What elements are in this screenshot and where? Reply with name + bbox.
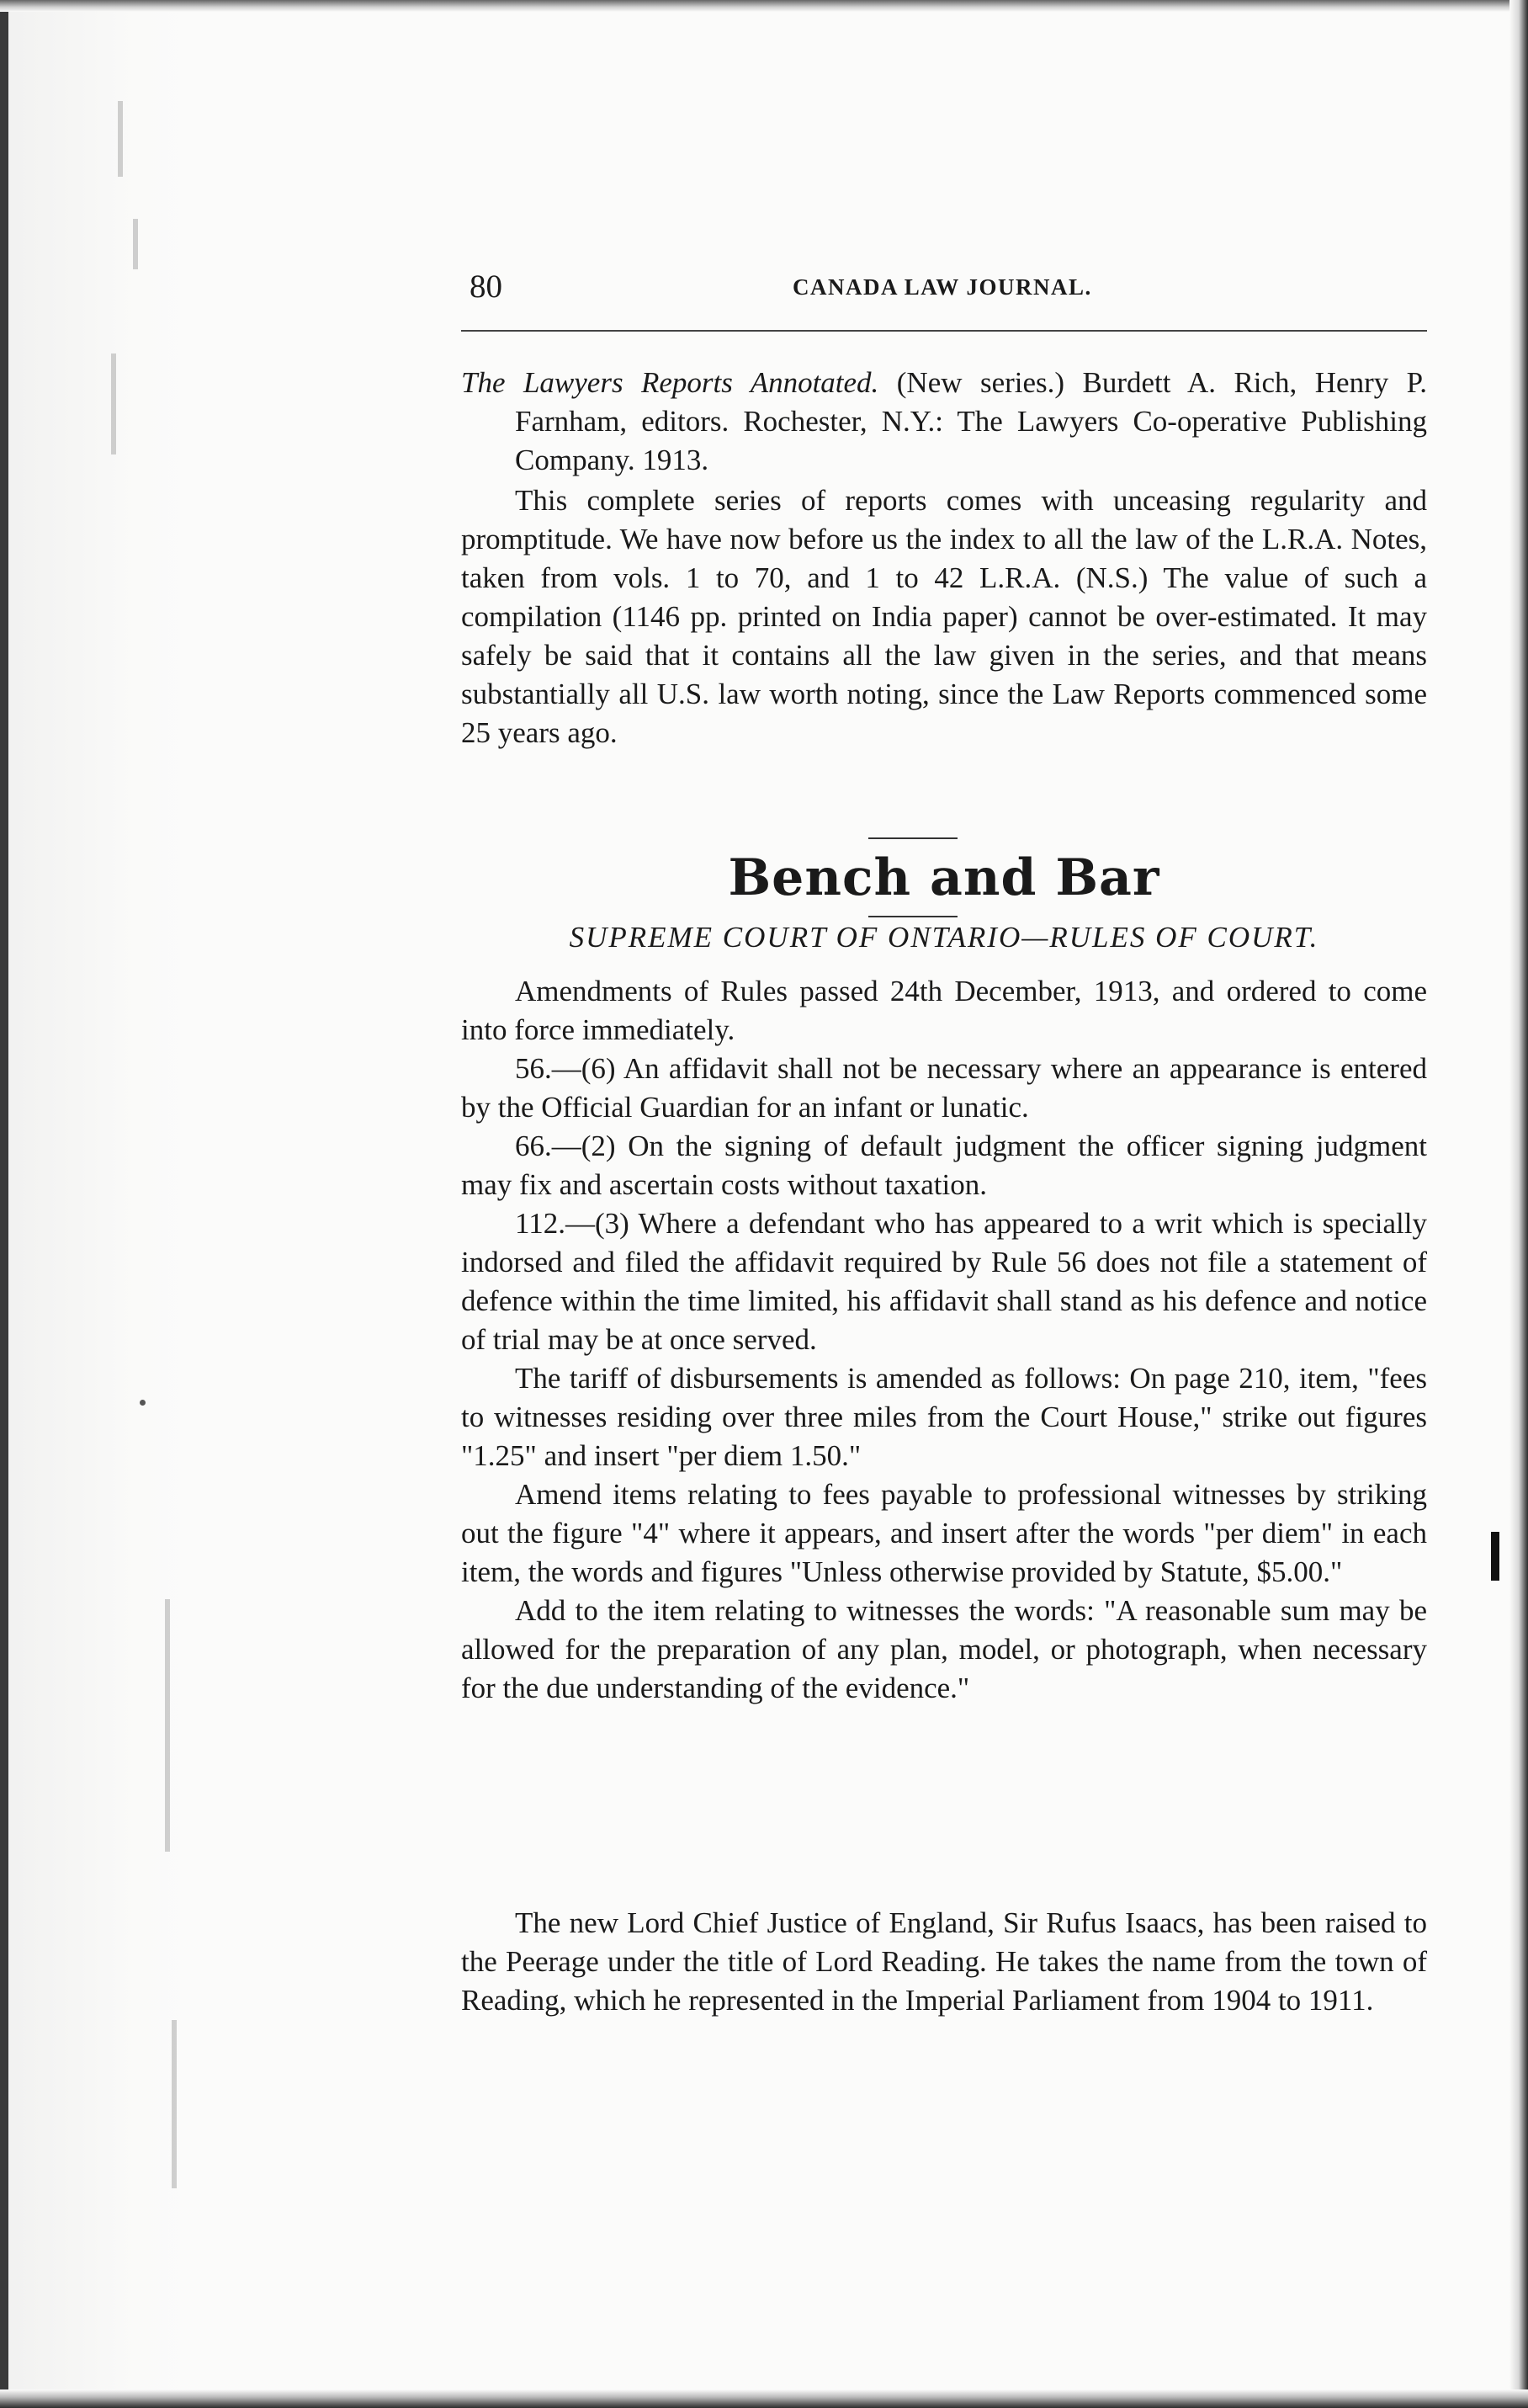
binding-speckle xyxy=(133,219,138,269)
page-number: 80 xyxy=(470,268,502,305)
binding-speckle xyxy=(172,2020,177,2188)
review-body: This complete series of reports comes with unceasing regularity and promptitude. We have now before us the index to all the law of the L.R.A. Notes, taken from vols. 1 to 70, and 1 to 42 L.R.A. (N.S.) The value of such a compilation (1146 pp. printed on India paper) cannot be over-estimated. It may safely be said that it contains all the law given in the series, and that means substantially all U.S. law worth noting, since the Law Reports commenced some 25 years ago. xyxy=(461,484,1427,749)
top-scan-border xyxy=(0,0,1528,12)
binding-edge-shadow xyxy=(0,0,194,2408)
news-item xyxy=(461,1904,1427,2020)
journal-title: CANADA LAW JOURNAL. xyxy=(793,274,1092,300)
margin-mark xyxy=(1491,1532,1499,1581)
rules-paragraph: Amend items relating to fees payable to professional witnesses by striking out the figure "4" where it appears, and insert after the words "per diem" in each item, the words and figures "Unless otherwise provided by Statute, $5.00." xyxy=(461,1478,1427,1588)
section-rule-bottom xyxy=(868,916,958,917)
news-paragraph: The new Lord Chief Justice of England, Sir Rufus Isaacs, has been raised to the Peerage under the title of Lord Reading. He takes the name from the town of Reading, which he represented in the Imperial Parliament from 1904 to 1911. xyxy=(461,1906,1427,2017)
section-rule-top xyxy=(868,837,958,839)
section-title: Bench and Bar xyxy=(728,848,1160,907)
rules-paragraph: The tariff of disbursements is amended as follows: On page 210, item, "fees to witnesses residing over three miles from the Court House," strike out figures "1.25" and insert "per diem 1.50." xyxy=(461,1362,1427,1472)
rules-paragraph: 112.—(3) Where a defendant who has appeared to a writ which is specially indorsed and filed the affidavit required by Rule 56 does not file a statement of defence within the time limited, his affidavit shall stand as his defence and notice of trial may be at once served. xyxy=(461,1207,1427,1356)
stray-dot xyxy=(140,1400,146,1406)
review-citation-title: The Lawyers Reports Annotated. xyxy=(461,366,879,399)
book-review xyxy=(461,364,1427,752)
rules-paragraph: Amendments of Rules passed 24th December, 1913, and ordered to come into force immediately. xyxy=(461,975,1427,1046)
binding-speckle xyxy=(118,101,123,177)
left-scan-border xyxy=(0,0,8,2408)
section-subhead: SUPREME COURT OF ONTARIO—RULES OF COURT. xyxy=(569,921,1319,954)
right-scan-border xyxy=(1509,0,1528,2408)
bottom-scan-border xyxy=(0,2389,1528,2408)
rules-paragraph: 66.—(2) On the signing of default judgment the officer signing judgment may fix and ascertain costs without taxation. xyxy=(461,1130,1427,1201)
review-citation-details: (New series.) Burdett A. Rich, Henry P. Farnham, editors. Rochester, N.Y.: The Lawyers Co-operative Publishing Company. 1913. xyxy=(515,366,1427,476)
header-rule xyxy=(461,330,1427,332)
binding-speckle xyxy=(111,353,116,454)
binding-speckle xyxy=(165,1599,170,1852)
rules-of-court xyxy=(461,972,1427,1708)
review-citation xyxy=(461,364,1427,480)
running-head xyxy=(461,268,1427,310)
rules-paragraph: Add to the item relating to witnesses the words: "A reasonable sum may be allowed for the preparation of any plan, model, or photograph, when necessary for the due understanding of the evidence." xyxy=(461,1594,1427,1704)
rules-paragraph: 56.—(6) An affidavit shall not be necessary where an appearance is entered by the Official Guardian for an infant or lunatic. xyxy=(461,1052,1427,1124)
